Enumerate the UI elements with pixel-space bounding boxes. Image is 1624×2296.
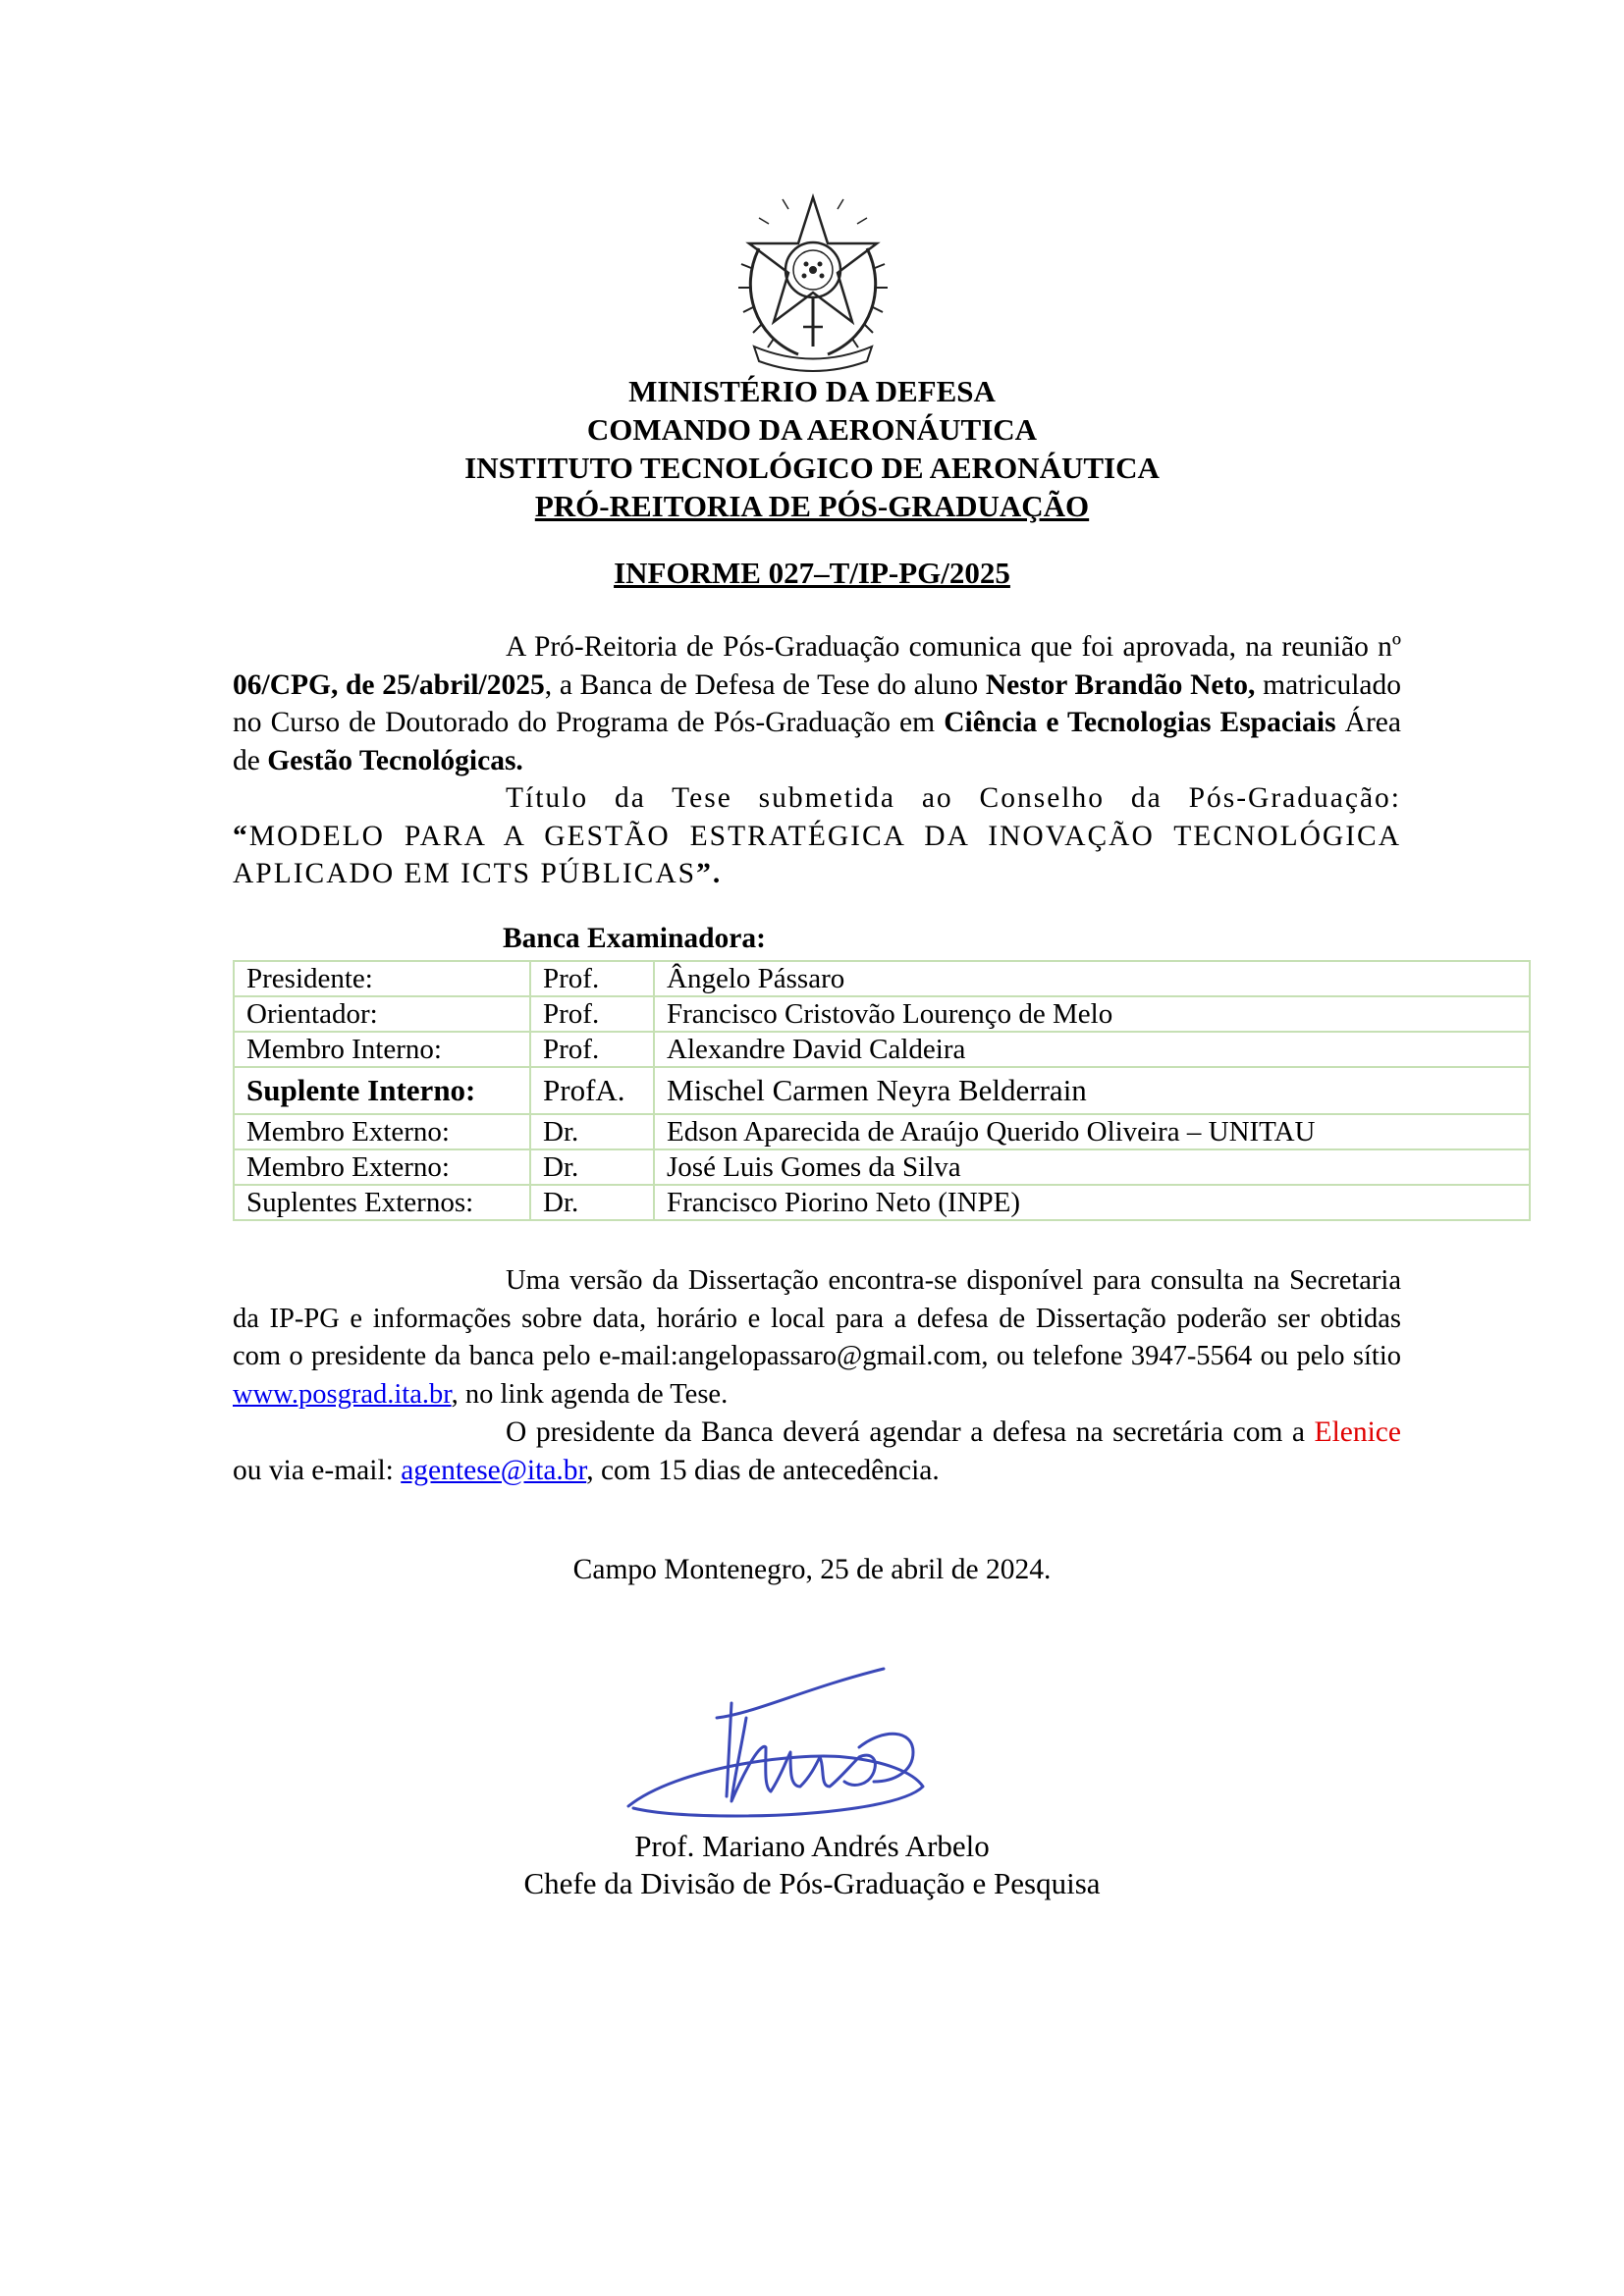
banca-label: Banca Examinadora:	[503, 923, 766, 954]
program-name: Ciência e Tecnologias Espaciais	[944, 707, 1336, 738]
announcement-text	[233, 628, 1401, 893]
student-name: Nestor Brandão Neto,	[985, 668, 1256, 701]
banca-title: Prof.	[530, 1032, 654, 1067]
meeting-reference: 06/CPG, de 25/abril/2025	[233, 668, 545, 701]
banca-role: Presidente:	[234, 961, 530, 996]
scheduling-paragraph	[233, 1414, 1401, 1489]
contact-name: Elenice	[1314, 1416, 1401, 1448]
banca-member-name: Alexandre David Caldeira	[654, 1032, 1530, 1067]
para3-text-2: , no link agenda de Tese.	[451, 1378, 729, 1410]
agentese-email-link[interactable]: agentese@ita.br	[401, 1454, 587, 1486]
quote-close: ”.	[696, 858, 723, 889]
area-name: Gestão Tecnológicas.	[267, 744, 523, 776]
banca-row	[234, 1114, 1530, 1149]
banca-role: Membro Externo:	[234, 1149, 530, 1185]
banca-row	[234, 1067, 1530, 1114]
heading-ministry: MINISTÉRIO DA DEFESA	[628, 374, 996, 408]
banca-title: Dr.	[530, 1185, 654, 1220]
banca-role: Membro Interno:	[234, 1032, 530, 1067]
banca-member-name: Mischel Carmen Neyra Belderrain	[654, 1067, 1530, 1114]
banca-table	[233, 960, 1531, 1221]
thesis-title: MODELO PARA A GESTÃO ESTRATÉGICA DA INOVAÇÃO TECNOLÓGICA APLICADO EM ICTS PÚBLICAS	[233, 820, 1401, 889]
availability-text	[233, 1262, 1401, 1489]
banca-member-name: Edson Aparecida de Araújo Querido Oliveira – UNITAU	[654, 1114, 1530, 1149]
handwritten-signature	[619, 1659, 1011, 1836]
banca-title: Dr.	[530, 1149, 654, 1185]
banca-row	[234, 961, 1530, 996]
para4-text-2: ou via e-mail:	[233, 1454, 402, 1486]
banca-role: Membro Externo:	[234, 1114, 530, 1149]
banca-role: Suplente Interno:	[234, 1067, 530, 1114]
institution-heading	[0, 372, 1624, 525]
banca-member-name: Ângelo Pássaro	[654, 961, 1530, 996]
banca-title: Prof.	[530, 961, 654, 996]
para1-text-1: A Pró-Reitoria de Pós-Graduação comunica que foi aprovada, na reunião nº	[506, 631, 1401, 663]
coat-of-arms-seal-icon	[730, 189, 896, 376]
para2-text: Título da Tese submetida ao Conselho da Pós-Graduação:	[506, 782, 1401, 814]
para4-text-1: O presidente da Banca deverá agendar a defesa na secretária com a	[506, 1416, 1315, 1448]
banca-member-name: Francisco Piorino Neto (INPE)	[654, 1185, 1530, 1220]
para1-text-4: Área de	[233, 707, 1401, 776]
banca-role: Orientador:	[234, 996, 530, 1032]
banca-row	[234, 1032, 1530, 1067]
para1-text-2: , a Banca de Defesa de Tese do aluno	[544, 668, 986, 701]
posgrad-link[interactable]: www.posgrad.ita.br	[233, 1378, 452, 1410]
banca-member-name: Francisco Cristovão Lourenço de Melo	[654, 996, 1530, 1032]
heading-pro-rectorate: PRÓ-REITORIA DE PÓS-GRADUAÇÃO	[534, 489, 1090, 523]
heading-institute: INSTITUTO TECNOLÓGICO DE AERONÁUTICA	[464, 451, 1160, 485]
para3-text-1: Uma versão da Dissertação encontra-se disponível para consulta na Secretaria da IP-PG e informações sobre data, horário e local para a defesa de Dissertação poderão ser obtidas com o presidente da banca pelo e-mail:angelopassaro@gmail.com, ou telefone 3947-5564 ou pelo sítio	[233, 1265, 1401, 1371]
banca-title: ProfA.	[530, 1067, 654, 1114]
informe-number: INFORME 027–T/IP-PG/2025	[614, 556, 1010, 590]
heading-command: COMANDO DA AERONÁUTICA	[586, 412, 1038, 447]
thesis-title-paragraph	[233, 779, 1401, 893]
banca-row	[234, 1185, 1530, 1220]
quote-open: “	[233, 820, 249, 852]
banca-row	[234, 1149, 1530, 1185]
banca-member-name: José Luis Gomes da Silva	[654, 1149, 1530, 1185]
availability-paragraph	[233, 1262, 1401, 1414]
banca-row	[234, 996, 1530, 1032]
banca-title: Prof.	[530, 996, 654, 1032]
para4-text-3: , com 15 dias de antecedência.	[586, 1454, 940, 1486]
signer-name: Prof. Mariano Andrés Arbelo	[634, 1829, 990, 1863]
para1-text-3: matriculado no Curso de Doutorado do Programa de Pós-Graduação em	[233, 668, 1402, 738]
approval-paragraph	[233, 628, 1401, 779]
place-date: Campo Montenegro, 25 de abril de 2024.	[572, 1554, 1052, 1585]
signer-role: Chefe da Divisão de Pós-Graduação e Pesquisa	[523, 1866, 1101, 1900]
banca-title: Dr.	[530, 1114, 654, 1149]
banca-role: Suplentes Externos:	[234, 1185, 530, 1220]
signer-block	[0, 1828, 1624, 1902]
